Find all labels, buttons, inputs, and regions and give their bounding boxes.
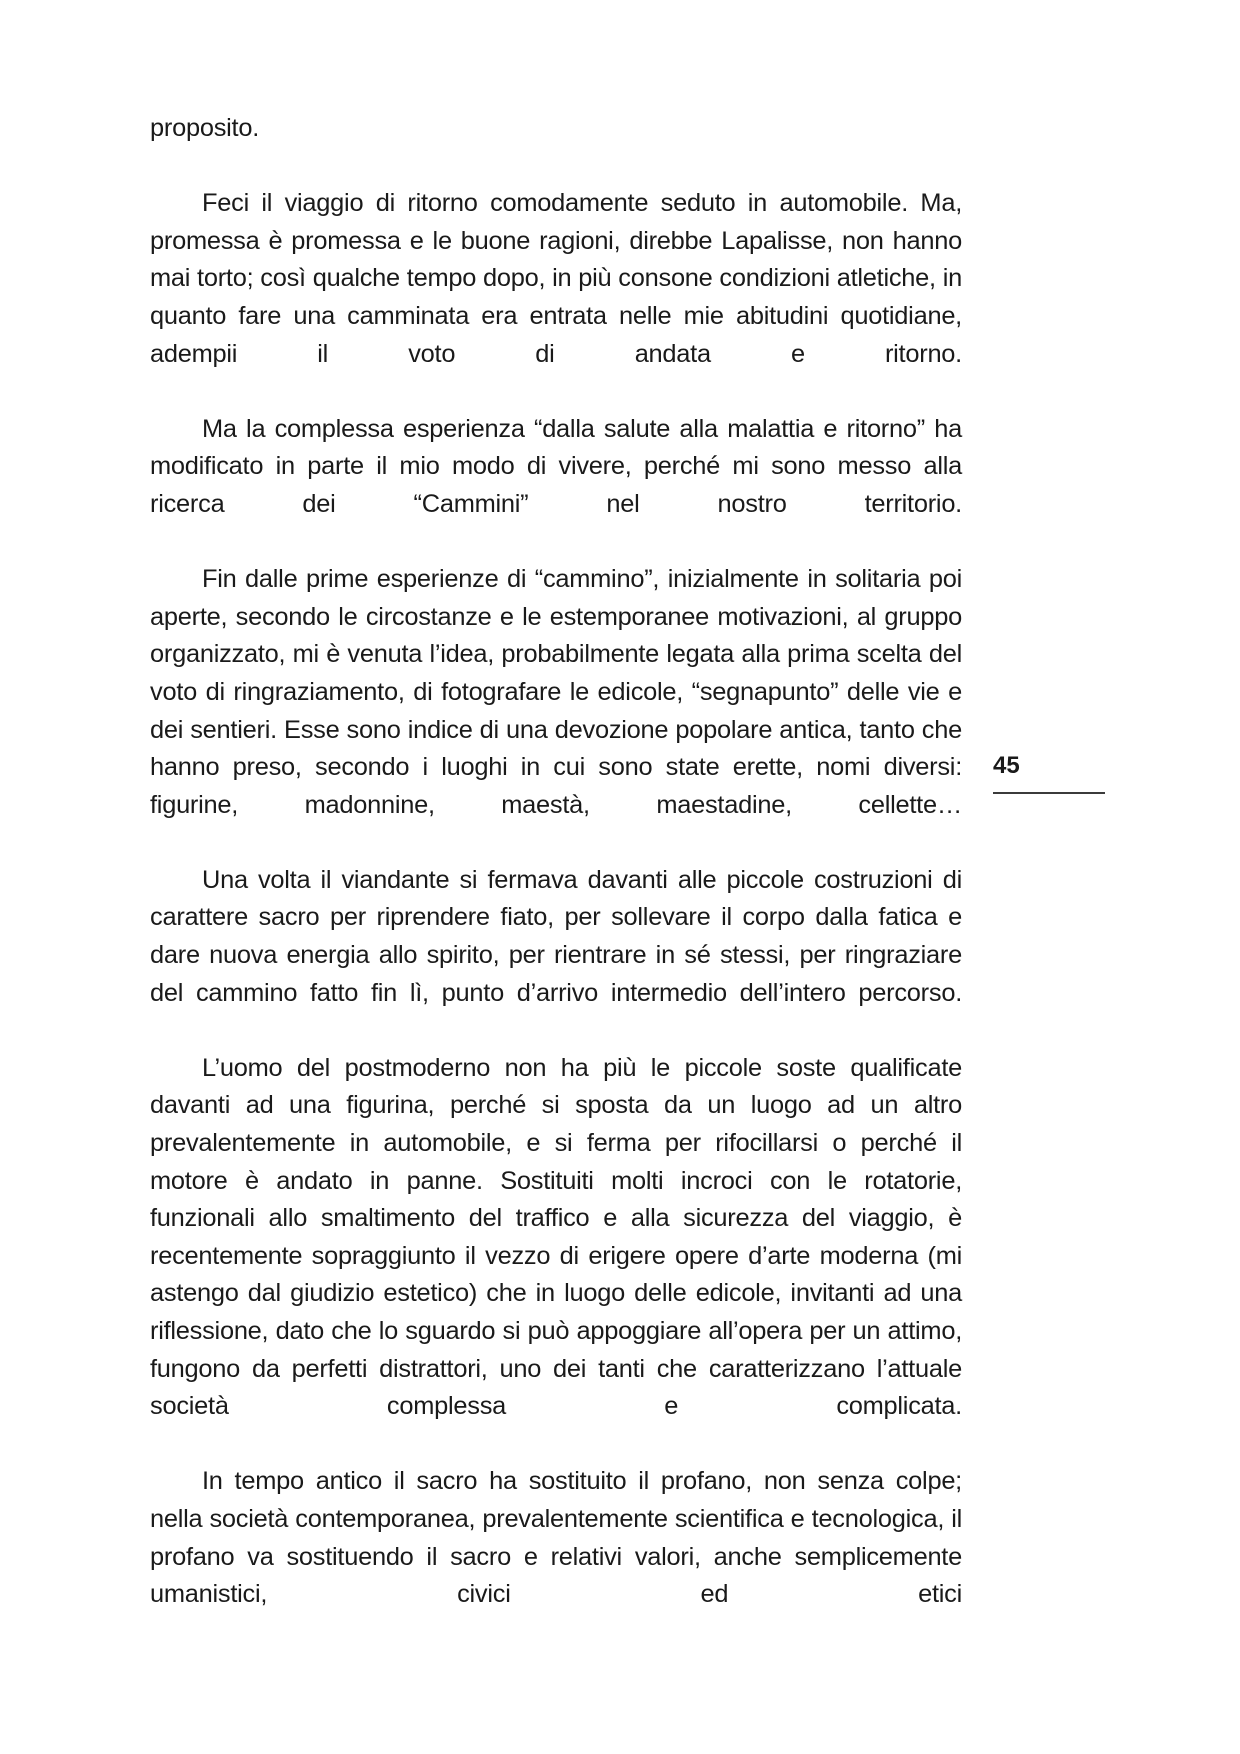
- page-number: 45: [993, 752, 1020, 779]
- paragraph-feci-il-viaggio: Feci il viaggio di ritorno comodamente seduto in automobile. Ma, promessa è promessa e le buone ragioni, direbbe Lapalisse, non hanno mai torto; così qualche tempo dopo, in più consone condizioni atletiche, in quanto fare una camminata era entrata nelle mie abitudini quotidiane, adempii il voto di andata e ritorno.: [150, 189, 962, 368]
- page-folio: [993, 752, 1105, 794]
- paragraph-proposito: proposito.: [150, 114, 260, 142]
- paragraph-una-volta-il-viandante: Una volta il viandante si fermava davanti alle piccole costruzioni di carattere sacro per riprendere fiato, per sollevare il corpo dalla fatica e dare nuova energia allo spirito, per rientrare in sé stessi, per ringraziare del cammino fatto fin lì, punto d’arrivo intermedio dell’intero percorso.: [150, 865, 962, 1007]
- folio-rule: [993, 792, 1105, 794]
- paragraph-fin-dalle-prime-esperienze: Fin dalle prime esperienze di “cammino”, inizialmente in solitaria poi aperte, secondo le circostanze e le estemporanee motivazioni, al gruppo organizzato, mi è venuta l’idea, probabilmente legata alla prima scelta del voto di ringraziamento, di fotografare le edicole, “segnapunto” delle vie e dei sentieri. Esse sono indice di una devozione popolare antica, tanto che hanno preso, secondo i luoghi in cui sono state erette, nomi diversi: figurine, madonnine, maestà, maestadine, cellette…: [150, 565, 962, 819]
- body-text-column: [150, 110, 962, 1651]
- paragraph-luomo-del-postmoderno: L’uomo del postmoderno non ha più le piccole soste qualificate davanti ad una figurina, perché si sposta da un luogo ad un altro prevalentemente in automobile, e si ferma per rifocillarsi o perché il motore è andato in panne. Sostituiti molti incroci con le rotatorie, funzionali allo smaltimento del traffico e alla sicurezza del viaggio, è recentemente sopraggiunto il vezzo di erigere opere d’arte moderna (mi astengo dal giudizio estetico) che in luogo delle edicole, invitanti ad una riflessione, dato che lo sguardo si può appoggiare all’opera per un attimo, fungono da perfetti distrattori, uno dei tanti che caratterizzano l’attuale società complessa e complicata.: [150, 1053, 962, 1421]
- paragraph-in-tempo-antico: In tempo antico il sacro ha sostituito il profano, non senza colpe; nella società contemporanea, prevalentemente scientifica e tecnologica, il profano va sostituendo il sacro e relativi valori, anche semplicemente umanistici, civici ed etici: [150, 1467, 962, 1609]
- paragraph-ma-la-complessa-esperienza: Ma la complessa esperienza “dalla salute alla malattia e ritorno” ha modificato in parte il mio modo di vivere, perché mi sono messo alla ricerca dei “Cammini” nel nostro territorio.: [150, 414, 962, 518]
